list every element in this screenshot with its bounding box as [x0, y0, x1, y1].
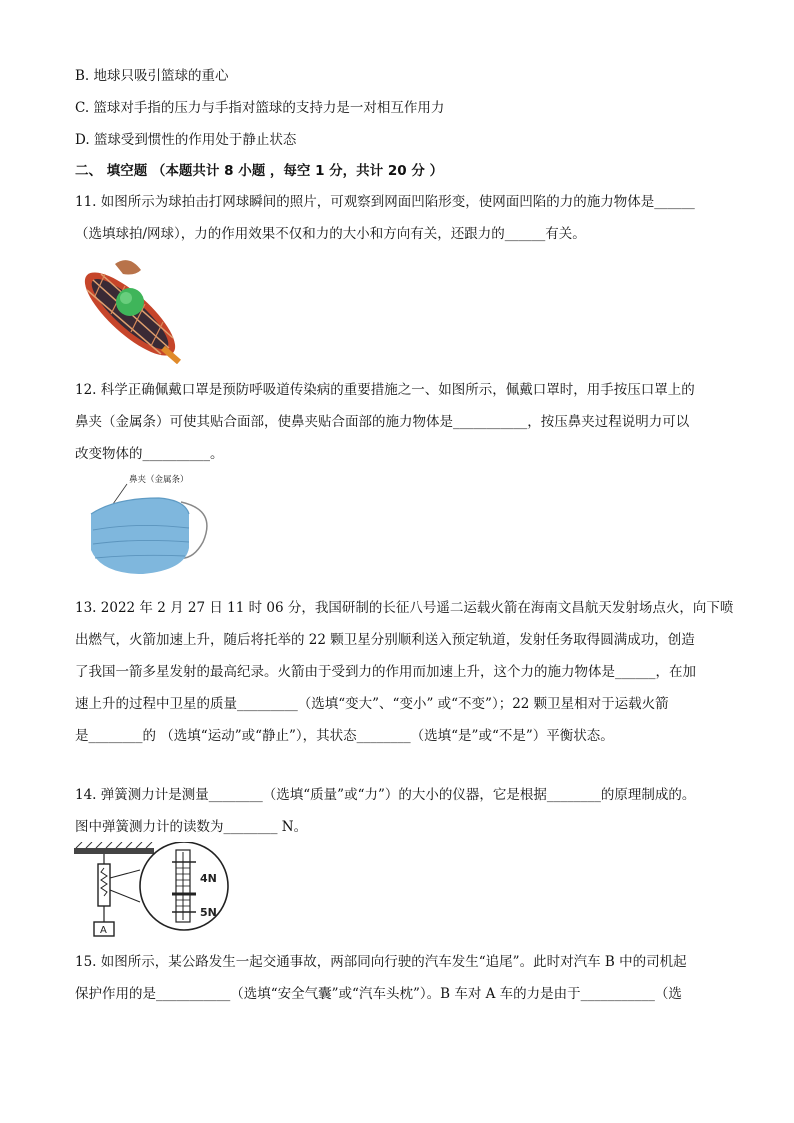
q15-line-1: 15. 如图所示，某公路发生一起交通事故，两部同向行驶的汽车发生“追尾”。此时对汽车 B 中的司机起: [75, 954, 687, 970]
spring-scale-figure: [72, 842, 252, 942]
option-d: D. 篮球受到惯性的作用处于静止状态: [75, 132, 297, 148]
scale-label-5n: 5N: [200, 906, 217, 919]
option-c: C. 篮球对手指的压力与手指对篮球的支持力是一对相互作用力: [75, 100, 445, 116]
option-b: B. 地球只吸引篮球的重心: [75, 68, 229, 84]
weight-label: A: [100, 925, 107, 936]
q12-line-3: 改变物体的__________。: [75, 446, 224, 462]
q13-line-1: 13. 2022 年 2 月 27 日 11 时 06 分，我国研制的长征八号遥二运载火箭在海南文昌航天发射场点火，向下喷: [75, 600, 734, 616]
q15-line-2: 保护作用的是___________（选填“安全气囊”或“汽车头枕”）。B 车对 A 车的力是由于___________（选: [75, 986, 682, 1002]
scale-label-4n: 4N: [200, 872, 217, 885]
q14-line-1: 14. 弹簧测力计是测量________（选填“质量”或“力”）的大小的仪器，它是根据________的原理制成的。: [75, 787, 696, 803]
q12-line-1: 12. 科学正确佩戴口罩是预防呼吸道传染病的重要措施之一、如图所示，佩戴口罩时，用手按压口罩上的: [75, 382, 695, 398]
q11-line-2: （选填球拍/网球），力的作用效果不仅和力的大小和方向有关，还跟力的______有关。: [75, 226, 586, 242]
face-mask-figure: [85, 470, 215, 580]
q13-line-4: 速上升的过程中卫星的质量_________（选填“变大”、“变小” 或“不变”）；22 颗卫星相对于运载火箭: [75, 696, 669, 712]
nose-clip-label: 鼻夹（金属条）: [129, 475, 189, 485]
tennis-racket-figure: [75, 256, 185, 364]
q13-line-3: 了我国一箭多星发射的最高纪录。火箭由于受到力的作用而加速上升，这个力的施力物体是______，在加: [75, 664, 696, 680]
q14-line-2: 图中弹簧测力计的读数为________ N。: [75, 819, 308, 835]
q12-line-2: 鼻夹（金属条）可使其贴合面部，使鼻夹贴合面部的施力物体是___________，按压鼻夹过程说明力可以: [75, 414, 690, 430]
q13-line-5: 是________的 （选填“运动”或“静止”），其状态________（选填“是”或“不是”）平衡状态。: [75, 728, 614, 744]
q13-line-2: 出燃气，火箭加速上升，随后将托举的 22 颗卫星分别顺利送入预定轨道，发射任务取得圆满成功，创造: [75, 632, 695, 648]
q11-line-1: 11. 如图所示为球拍击打网球瞬间的照片，可观察到网面凹陷形变，使网面凹陷的力的施力物体是______: [75, 194, 695, 210]
section-heading: 二、 填空题 （本题共计 8 小题 ，每空 1 分，共计 20 分 ）: [75, 163, 444, 179]
